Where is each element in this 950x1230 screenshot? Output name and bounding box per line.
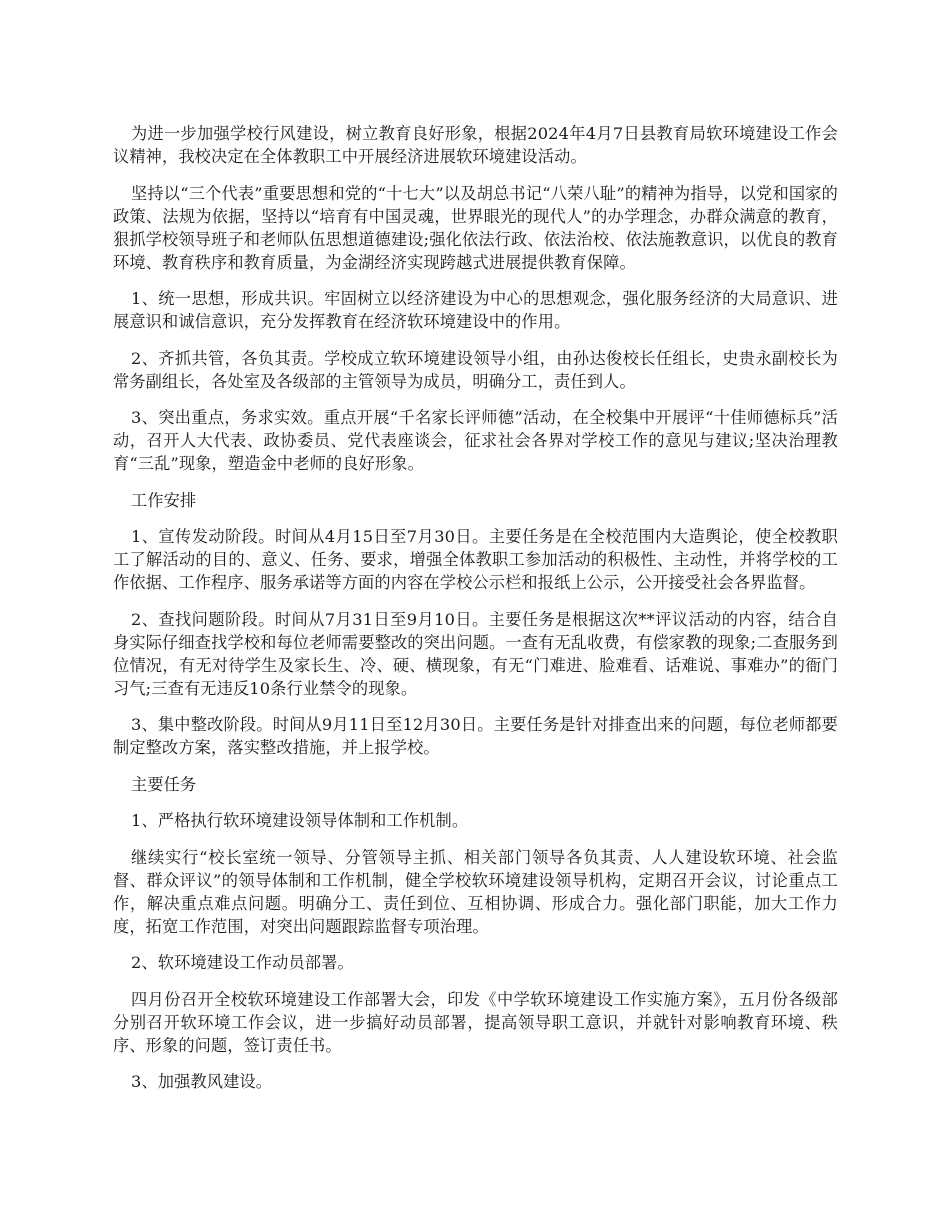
guiding-principle-paragraph: 坚持以“三个代表”重要思想和党的“十七大”以及胡总书记“八荣八耻”的精神为指导，以党和国家的政策、法规为依据，坚持以“培育有中国灵魂，世界眼光的现代人”的办学理念，办群众满意的教育，狠抓学校领导班子和老师队伍思想道德建设;强化依法行政、依法治校、依法施教意识，以优良的教育环境、教育秩序和教育质量，为金湖经济实现跨越式进展提供教育保障。 <box>113 183 838 272</box>
task-item-1-title: 1、严格执行软环境建设领导体制和工作机制。 <box>131 811 469 830</box>
task-item-2-body: 四月份召开全校软环境建设工作部署大会，印发《中学软环境建设工作实施方案》，五月份各级部分别召开软环境工作会议，进一步搞好动员部署，提高领导职工意识，并就针对影响教育环境、秩序、形象的问题，签订责任书。 <box>113 989 838 1055</box>
requirement-item-1: 1、统一思想，形成共识。牢固树立以经济建设为中心的思想观念，强化服务经济的大局意识、进展意识和诚信意识，充分发挥教育在经济软环境建设中的作用。 <box>113 289 838 331</box>
task-item-2-title: 2、软环境建设工作动员部署。 <box>131 953 354 972</box>
requirement-item-2: 2、齐抓共管，各负其责。学校成立软环境建设领导小组，由孙达俊校长任组长，史贵永副校长为常务副组长，各处室及各级部的主管领导为成员，明确分工，责任到人。 <box>113 348 838 391</box>
stage-item-2: 2、查找问题阶段。时间从7月31日至9月10日。主要任务是根据这次**评议活动的内容，结合自身实际仔细查找学校和每位老师需要整改的突出问题。一查有无乱收费，有偿家教的现象;二查服务到位情况，有无对待学生及家长生、冷、硬、横现象，有无“门难进、脸难看、话难说、事难办”的衙门习气;三查有无违反10条行业禁令的现象。 <box>113 609 838 698</box>
intro-paragraph: 为进一步加强学校行风建设，树立教育良好形象，根据2024年4月7日县教育局软环境建设工作会议精神，我校决定在全体教职工中开展经济进展软环境建设活动。 <box>113 124 838 166</box>
section-heading-work-arrangement: 工作安排 <box>131 490 197 510</box>
stage-item-3: 3、集中整改阶段。时间从9月11日至12月30日。主要任务是针对排查出来的问题，每位老师都要制定整改方案，落实整改措施，并上报学校。 <box>113 715 838 757</box>
requirement-item-3: 3、突出重点，务求实效。重点开展“千名家长评师德”活动，在全校集中开展评“十佳师德标兵”活动，召开人大代表、政协委员、党代表座谈会，征求社会各界对学校工作的意见与建议;坚决治理教育“三乱”现象，塑造金中老师的良好形象。 <box>113 408 838 473</box>
section-heading-main-tasks: 主要任务 <box>131 774 197 794</box>
stage-item-1: 1、宣传发动阶段。时间从4月15日至7月30日。主要任务是在全校范围内大造舆论，使全校教职工了解活动的目的、意义、任务、要求，增强全体教职工参加活动的积极性、主动性，并将学校的工作依据、工作程序、服务承诺等方面的内容在学校公示栏和报纸上公示，公开接受社会各界监督。 <box>113 527 838 592</box>
task-item-1-body: 继续实行“校长室统一领导、分管领导主抓、相关部门领导各负其责、人人建设软环境、社会监督、群众评议”的领导体制和工作机制，健全学校软环境建设领导机构，定期召开会议，讨论重点工作，解决重点难点问题。明确分工、责任到位、互相协调、形成合力。强化部门职能，加大工作力度，拓宽工作范围，对突出问题跟踪监督专项治理。 <box>113 847 838 936</box>
document-body <box>113 122 838 1107</box>
task-item-3-title: 3、加强教风建设。 <box>131 1072 273 1091</box>
